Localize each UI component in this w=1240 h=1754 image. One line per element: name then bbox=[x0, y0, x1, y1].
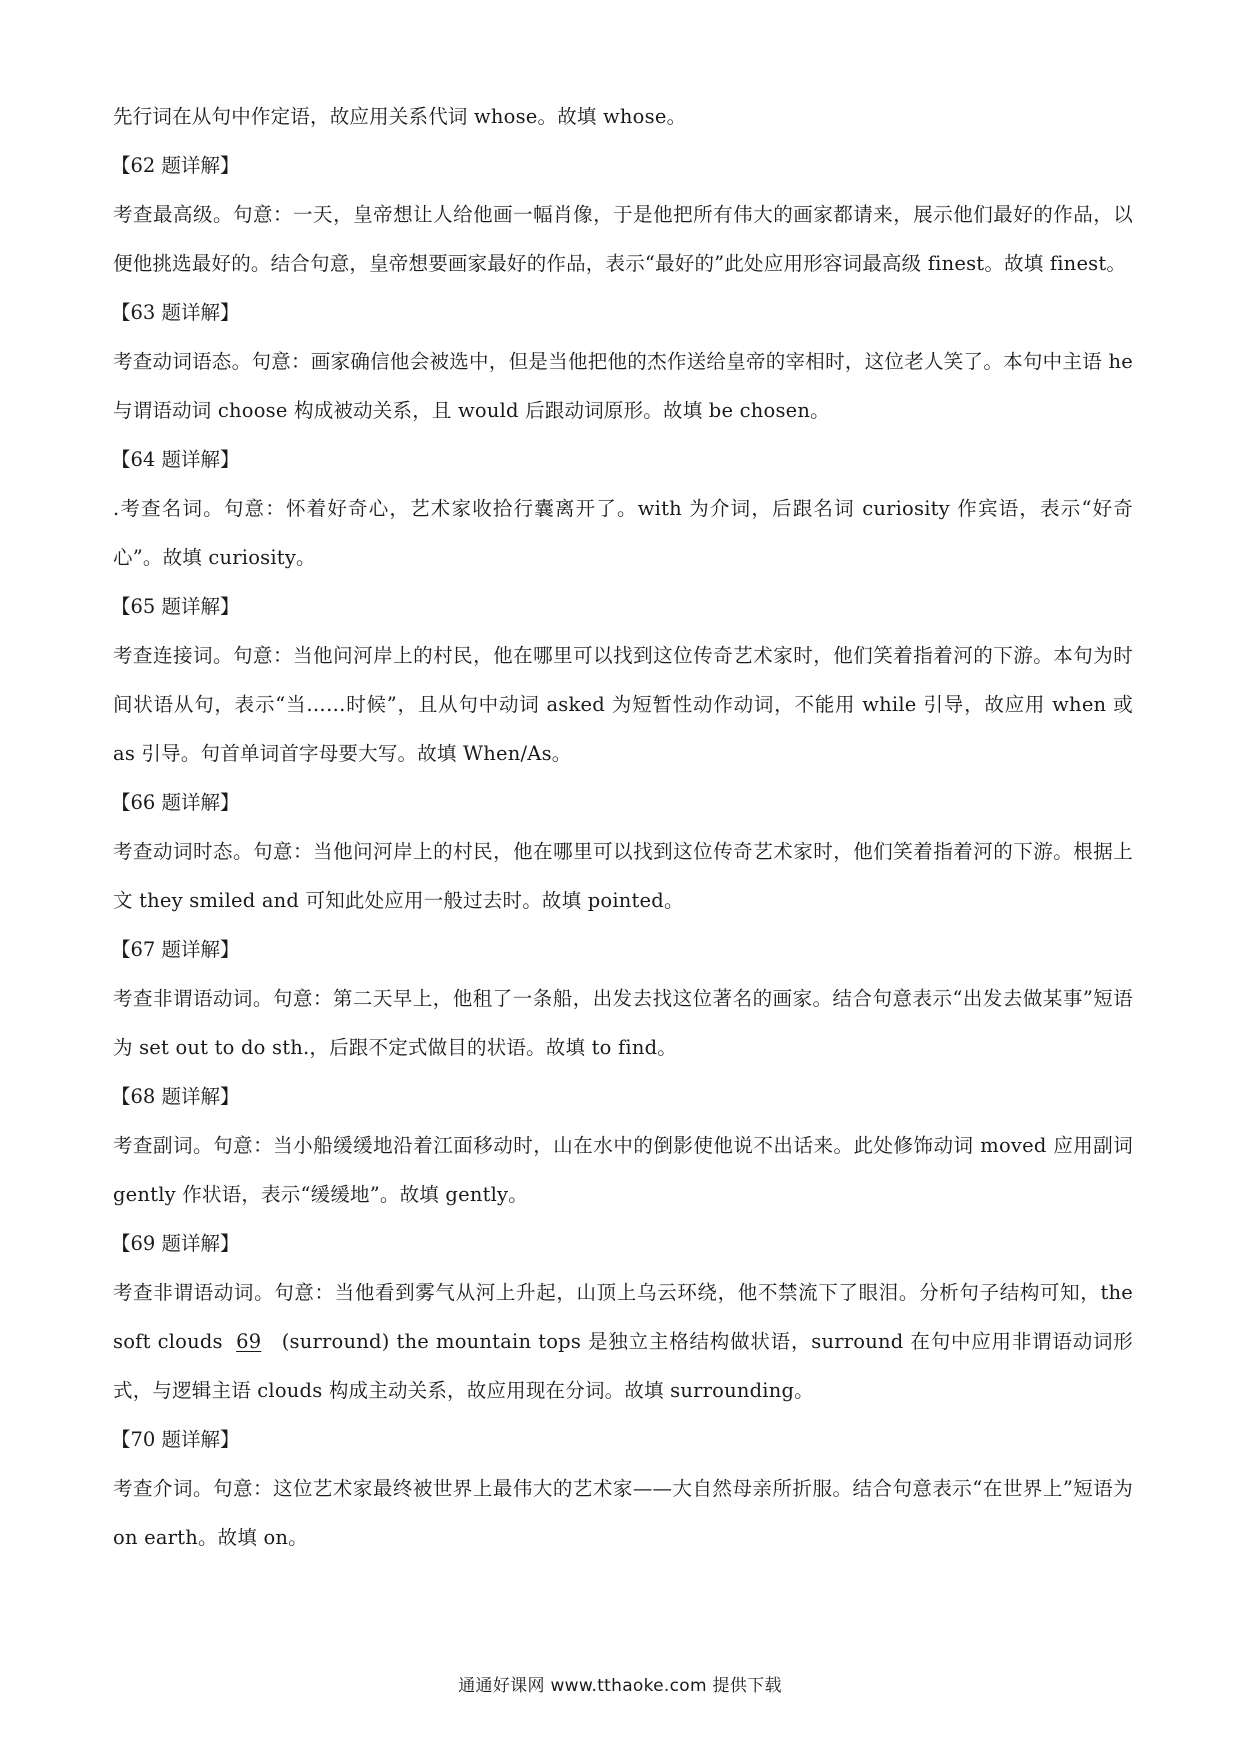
section-body-69-after: (surround) the mountain tops 是独立主格结构做状语，surround 在句中应用非谓语动词形式，与逻辑主语 clouds 构成主动关系，故应用现在分词。故填 surrounding。 bbox=[113, 1330, 1134, 1402]
section-body-68: 考查副词。句意：当小船缓缓地沿着江面移动时，山在水中的倒影使他说不出话来。此处修饰动词 moved 应用副词 gently 作状语，表示“缓缓地”。故填 gently。 bbox=[113, 1134, 1133, 1206]
intro-paragraph: 先行词在从句中作定语，故应用关系代词 whose。故填 whose。 bbox=[113, 105, 687, 128]
section-heading-63: 【63 题详解】 bbox=[111, 301, 240, 324]
section-heading-66: 【66 题详解】 bbox=[111, 791, 240, 814]
answer-blank: 69 bbox=[236, 1330, 262, 1353]
page-footer: 通通好课网 www.tthaoke.com 提供下载 bbox=[458, 1676, 782, 1696]
section-heading-67: 【67 题详解】 bbox=[111, 938, 240, 961]
document-body bbox=[113, 92, 1133, 1562]
section-body-69-before: 考查非谓语动词。句意：当他看到雾气从河上升起，山顶上乌云环绕，他不禁流下了眼泪。分析句子结构可知，the soft clouds bbox=[113, 1281, 1133, 1353]
section-heading-68: 【68 题详解】 bbox=[111, 1085, 240, 1108]
section-body-67: 考查非谓语动词。句意：第二天早上，他租了一条船，出发去找这位著名的画家。结合句意表示“出发去做某事”短语为 set out to do sth.，后跟不定式做目的状语。故填 to find。 bbox=[113, 987, 1133, 1059]
section-body-65: 考查连接词。句意：当他问河岸上的村民，他在哪里可以找到这位传奇艺术家时，他们笑着指着河的下游。本句为时间状语从句，表示“当……时候”，且从句中动词 asked 为短暂性动作动词，不能用 while 引导，故应用 when 或 as 引导。句首单词首字母要大写。故填 When/As。 bbox=[113, 644, 1133, 765]
section-body-70: 考查介词。句意：这位艺术家最终被世界上最伟大的艺术家——大自然母亲所折服。结合句意表示“在世界上”短语为 on earth。故填 on。 bbox=[113, 1477, 1133, 1549]
section-heading-70: 【70 题详解】 bbox=[111, 1428, 240, 1451]
section-body-62: 考查最高级。句意：一天，皇帝想让人给他画一幅肖像，于是他把所有伟大的画家都请来，展示他们最好的作品，以便他挑选最好的。结合句意，皇帝想要画家最好的作品，表示“最好的”此处应用形容词最高级 finest。故填 finest。 bbox=[113, 203, 1133, 275]
section-heading-64: 【64 题详解】 bbox=[111, 448, 240, 471]
section-body-69 bbox=[113, 1268, 1133, 1415]
section-heading-62: 【62 题详解】 bbox=[111, 154, 240, 177]
section-body-64: .考查名词。句意：怀着好奇心，艺术家收拾行囊离开了。with 为介词，后跟名词 curiosity 作宾语，表示“好奇心”。故填 curiosity。 bbox=[113, 497, 1133, 569]
section-body-63: 考查动词语态。句意：画家确信他会被选中，但是当他把他的杰作送给皇帝的宰相时，这位老人笑了。本句中主语 he 与谓语动词 choose 构成被动关系，且 would 后跟动词原形。故填 be chosen。 bbox=[113, 350, 1133, 422]
section-heading-65: 【65 题详解】 bbox=[111, 595, 240, 618]
section-body-66: 考查动词时态。句意：当他问河岸上的村民，他在哪里可以找到这位传奇艺术家时，他们笑着指着河的下游。根据上文 they smiled and 可知此处应用一般过去时。故填 pointed。 bbox=[113, 840, 1133, 912]
section-heading-69: 【69 题详解】 bbox=[111, 1232, 240, 1255]
